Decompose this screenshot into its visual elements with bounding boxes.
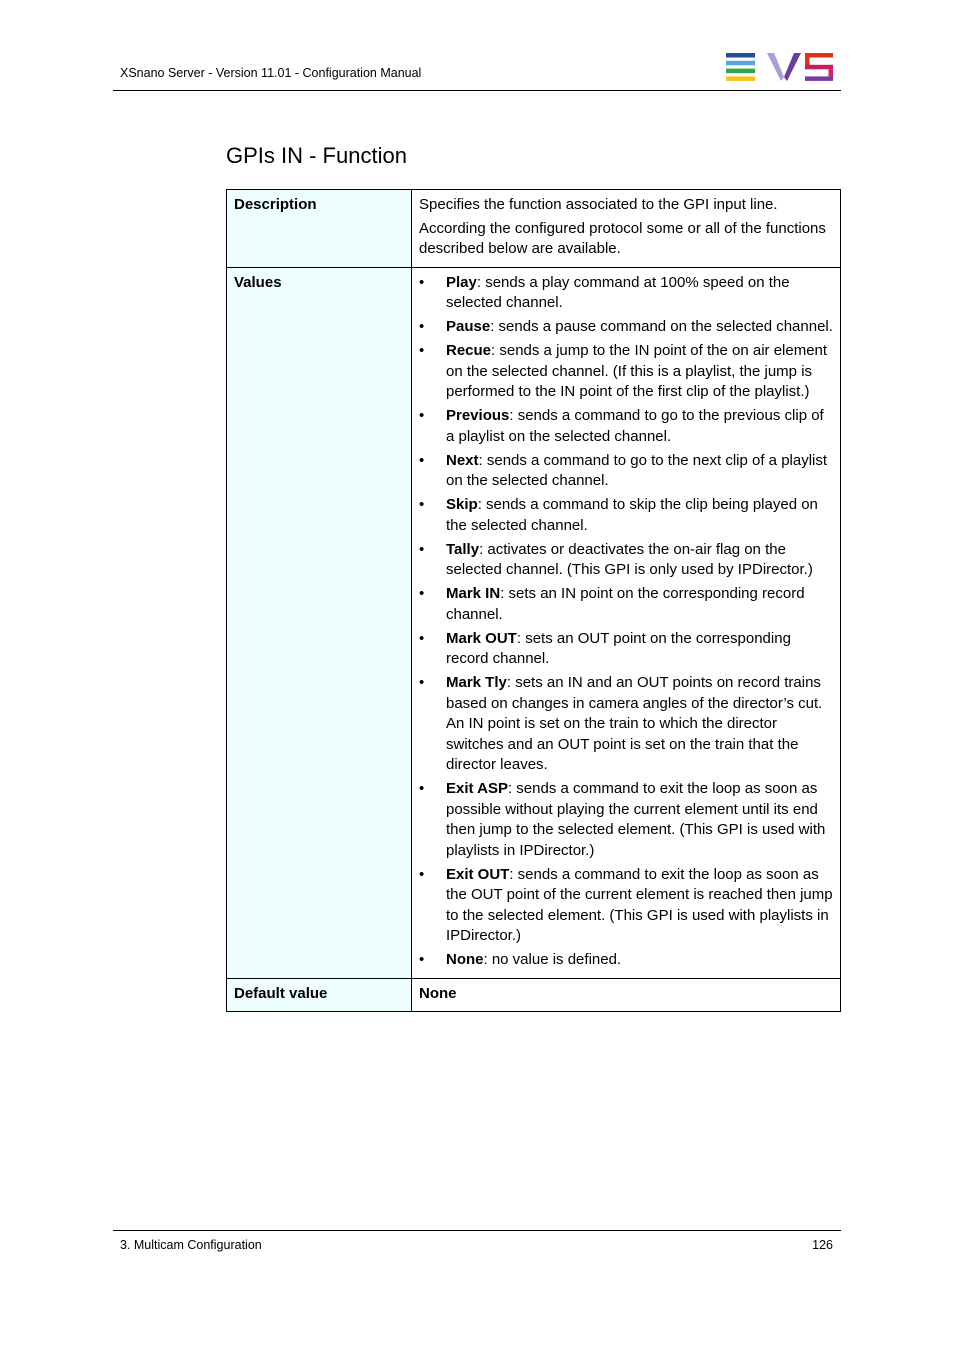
list-item (419, 451, 833, 492)
value-term: Recue (446, 342, 492, 359)
list-item (419, 629, 833, 670)
bullet-icon: • (419, 342, 425, 359)
bullet-icon: • (419, 407, 425, 424)
logo-s-bar-2 (805, 58, 810, 66)
value-term: Mark Tly (446, 674, 507, 691)
value-term: None (446, 951, 484, 968)
footer-divider (113, 1230, 841, 1231)
values-label: Values (227, 267, 412, 978)
parameter-table (226, 189, 841, 1012)
value-text: : sends a command to exit the loop as soon as possible without playing the current element until its end then jump to the selected element. (This GPI is used with playlists in IPDirector.) (446, 780, 826, 859)
values-list (419, 273, 833, 971)
value-term: Mark IN (446, 585, 501, 602)
logo-e-bar-1 (726, 53, 755, 58)
bullet-icon: • (419, 865, 425, 883)
list-item (419, 273, 833, 314)
bullet-icon: • (419, 451, 425, 469)
table-row-values (227, 267, 841, 978)
values-content (412, 267, 841, 978)
logo-e-bar-3 (726, 69, 755, 74)
bullet-icon: • (419, 674, 425, 691)
value-text: : sets an OUT point on the corresponding record channel. (446, 629, 791, 667)
value-text: : sets an IN point on the corresponding record channel. (446, 585, 805, 623)
table-row-description (227, 190, 841, 268)
value-term: Tally (446, 540, 480, 558)
value-term: Play (446, 273, 477, 291)
bullet-icon: • (419, 540, 425, 558)
bullet-icon: • (419, 585, 425, 602)
bullet-icon: • (419, 780, 425, 797)
value-text: : sends a play command at 100% speed on the selected channel. (446, 273, 790, 311)
bullet-icon: • (419, 496, 425, 513)
value-text: : no value is defined. (483, 951, 622, 968)
bullet-icon: • (419, 951, 425, 968)
logo-e-bar-2 (726, 61, 755, 66)
bullet-icon: • (419, 318, 425, 335)
value-term: Mark OUT (446, 629, 517, 647)
value-term: Next (446, 451, 479, 469)
logo-v-left (767, 53, 784, 81)
value-text: : sends a command to exit the loop as soon as the OUT point of the current element is reached then jump to the selected element. (This GPI is used with playlists in IPDirector.) (446, 865, 833, 944)
description-line: Specifies the function associated to the GPI input line. (419, 196, 778, 213)
document-title: XSnano Server - Version 11.01 - Configuration Manual (120, 66, 422, 80)
list-item (419, 779, 833, 861)
list-item (419, 865, 833, 947)
logo-e-bar-4 (726, 76, 755, 81)
logo-v-right (784, 53, 801, 81)
value-text: : sends a jump to the IN point of the on air element on the selected channel. (If this is a playlist, the jump is performed to the IN point of the first clip of the playlist.) (446, 342, 828, 400)
description-line: According the configured protocol some or all of the functions described below are available. (419, 219, 826, 257)
list-item (419, 584, 833, 625)
value-text: : sends a command to go to the next clip of a playlist on the selected channel. (446, 451, 828, 489)
value-term: Exit OUT (446, 865, 510, 883)
list-item (419, 406, 833, 447)
description-label: Description (227, 190, 412, 268)
value-term: Skip (446, 496, 478, 513)
description-content (412, 190, 841, 268)
value-term: Previous (446, 407, 510, 424)
bullet-icon: • (419, 629, 425, 647)
logo-s-bar-5 (805, 76, 833, 81)
footer-chapter: 3. Multicam Configuration (120, 1238, 262, 1252)
value-term: Exit ASP (446, 780, 508, 797)
list-item (419, 673, 833, 776)
value-text: : sends a command to go to the previous clip of a playlist on the selected channel. (446, 407, 824, 445)
header-divider (113, 90, 841, 91)
list-item (419, 950, 833, 971)
section-title: GPIs IN - Function (226, 143, 407, 168)
logo-s-bar-3 (805, 65, 833, 70)
default-value-label: Default value (227, 978, 412, 1012)
value-term: Pause (446, 318, 491, 335)
logo-s-bar-4 (829, 69, 834, 76)
value-text: : sets an IN and an OUT points on record trains based on changes in camera angles of the director’s cut. An IN point is set on the train to which the director switches and an OUT point is set on the train that the director leaves. (446, 674, 823, 773)
logo-s-bar-1 (805, 53, 833, 58)
table-row-default-value (227, 978, 841, 1012)
list-item (419, 317, 833, 338)
value-text: : activates or deactivates the on-air flag on the selected channel. (This GPI is only used by IPDirector.) (446, 540, 813, 578)
default-value-content: None (412, 978, 841, 1012)
page-number: 126 (812, 1238, 833, 1252)
list-item (419, 341, 833, 403)
list-item (419, 540, 833, 581)
value-text: : sends a command to skip the clip being played on the selected channel. (446, 496, 818, 534)
evs-logo (726, 53, 834, 81)
bullet-icon: • (419, 273, 425, 291)
value-text: : sends a pause command on the selected channel. (490, 318, 833, 335)
list-item (419, 495, 833, 536)
